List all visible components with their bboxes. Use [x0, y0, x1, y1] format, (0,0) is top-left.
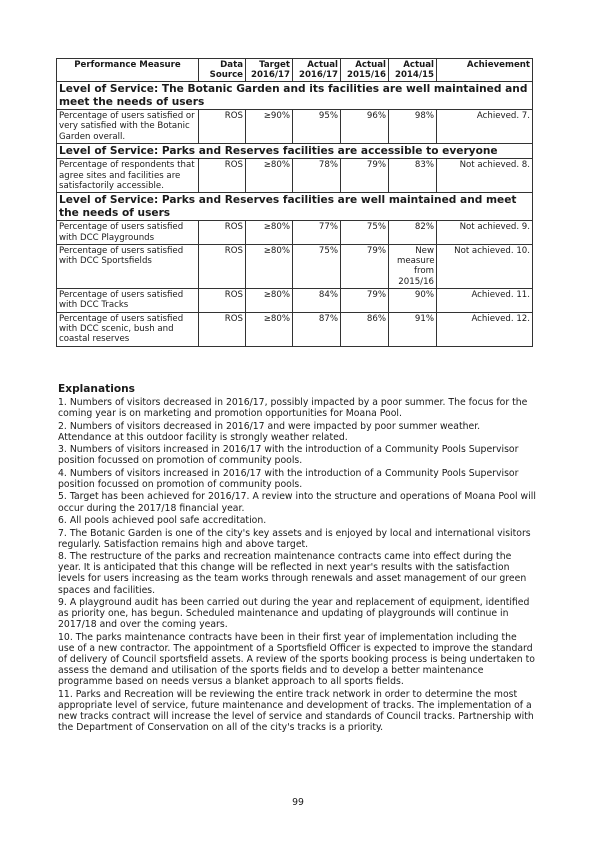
cell-actual-2014: 91% — [389, 312, 437, 346]
cell-actual-2015: 86% — [341, 312, 389, 346]
cell-achievement: Achieved. 12. — [437, 312, 533, 346]
header-actual-2014-line1: Actual — [403, 60, 434, 70]
header-target — [246, 59, 293, 82]
cell-achievement: Not achieved. 8. — [437, 159, 533, 193]
cell-actual-2014: 82% — [389, 221, 437, 245]
cell-target: ≥80% — [246, 244, 293, 288]
cell-actual-2016: 78% — [293, 159, 341, 193]
cell-actual-2016: 75% — [293, 244, 341, 288]
cell-measure: Percentage of users satisfied with DCC scenic, bush and coastal reserves — [57, 312, 199, 346]
table-body — [57, 82, 533, 347]
page-number: 99 — [292, 797, 304, 808]
explanation-item: 11. Parks and Recreation will be reviewing the entire track network in order to determine the most appropriate level of service, future maintenance and development of tracks. The implementation of a new tracks contract will increase the level of service and standards of Council tracks. Partnership with the Department of Conservation on all of the city's tracks is a priority. — [58, 688, 534, 734]
section-title-accessible: Level of Service: Parks and Reserves facilities are accessible to everyone — [57, 143, 533, 159]
cell-actual-2014: New measure from 2015/16 — [389, 244, 437, 288]
cell-measure: Percentage of users satisfied with DCC Tracks — [57, 289, 199, 313]
header-target-line1: Target — [259, 60, 290, 70]
cell-actual-2016: 77% — [293, 221, 341, 245]
cell-achievement: Achieved. 7. — [437, 110, 533, 144]
table-row — [57, 159, 533, 193]
header-performance-measure: Performance Measure — [57, 59, 199, 82]
cell-achievement: Not achieved. 10. — [437, 244, 533, 288]
header-achievement: Achievement — [437, 59, 533, 82]
cell-measure: Percentage of respondents that agree sites and facilities are satisfactorily accessible. — [57, 159, 199, 193]
table-row — [57, 312, 533, 346]
table-row — [57, 221, 533, 245]
explanations-section — [58, 383, 536, 735]
cell-actual-2014: 90% — [389, 289, 437, 313]
cell-actual-2016: 84% — [293, 289, 341, 313]
cell-actual-2014: 98% — [389, 110, 437, 144]
cell-source: ROS — [199, 312, 246, 346]
explanations-title: Explanations — [58, 383, 135, 395]
header-actual-2015-line1: Actual — [355, 60, 386, 70]
explanation-item: 2. Numbers of visitors decreased in 2016/17 and were impacted by poor summer weather. Attendance at this outdoor facility is strongly weather related. — [58, 420, 481, 443]
cell-target: ≥80% — [246, 289, 293, 313]
header-actual-2016-line2: 2016/17 — [298, 70, 338, 80]
section-row — [57, 193, 533, 221]
section-title-botanic-garden: Level of Service: The Botanic Garden and its facilities are well maintained and meet the needs of users — [57, 82, 533, 110]
header-actual-2016-line1: Actual — [307, 60, 338, 70]
cell-source: ROS — [199, 110, 246, 144]
explanation-item: 6. All pools achieved pool safe accreditation. — [58, 515, 267, 527]
cell-source: ROS — [199, 221, 246, 245]
cell-measure: Percentage of users satisfied with DCC Playgrounds — [57, 221, 199, 245]
table-row — [57, 110, 533, 144]
cell-actual-2015: 96% — [341, 110, 389, 144]
cell-target: ≥90% — [246, 110, 293, 144]
cell-actual-2016: 95% — [293, 110, 341, 144]
header-actual-2014 — [389, 59, 437, 82]
cell-actual-2015: 79% — [341, 244, 389, 288]
cell-source: ROS — [199, 244, 246, 288]
cell-target: ≥80% — [246, 159, 293, 193]
header-actual-2015 — [341, 59, 389, 82]
header-actual-2016 — [293, 59, 341, 82]
cell-target: ≥80% — [246, 312, 293, 346]
cell-achievement: Achieved. 11. — [437, 289, 533, 313]
cell-actual-2015: 75% — [341, 221, 389, 245]
cell-measure: Percentage of users satisfied with DCC Sportsfields — [57, 244, 199, 288]
header-data-source-line1: Data — [220, 60, 243, 70]
cell-measure: Percentage of users satisfied or very satisfied with the Botanic Garden overall. — [57, 110, 199, 144]
cell-actual-2015: 79% — [341, 289, 389, 313]
explanation-item: 10. The parks maintenance contracts have been in their first year of implementation including the use of a new contractor. The appointment of a Sportsfield Officer is expected to improve the standard of delivery of Council sportsfield assets. A review of the sports booking process is being undertaken to assess the demand and utilisation of the sports fields and to develop a better maintenance programme based on needs versus a blanket approach to all sports fields. — [58, 631, 535, 688]
table-header — [57, 59, 533, 82]
cell-achievement: Not achieved. 9. — [437, 221, 533, 245]
cell-source: ROS — [199, 159, 246, 193]
header-target-line2: 2016/17 — [250, 70, 290, 80]
header-data-source — [199, 59, 246, 82]
explanation-item: 4. Numbers of visitors increased in 2016/17 with the introduction of a Community Pools Supervisor position focussed on promotion of community pools. — [58, 467, 519, 490]
cell-actual-2015: 79% — [341, 159, 389, 193]
table-row — [57, 244, 533, 288]
performance-table — [56, 58, 533, 347]
explanation-item: 7. The Botanic Garden is one of the city's key assets and is enjoyed by local and international visitors regularly. Satisfaction remains high and above target. — [58, 527, 531, 550]
table-row — [57, 289, 533, 313]
table-header-row — [57, 59, 533, 82]
section-row — [57, 82, 533, 110]
cell-source: ROS — [199, 289, 246, 313]
cell-actual-2016: 87% — [293, 312, 341, 346]
section-row — [57, 143, 533, 159]
explanation-item: 5. Target has been achieved for 2016/17. A review into the structure and operations of Moana Pool will occur during the 2017/18 financial year. — [58, 491, 536, 514]
explanation-item: 1. Numbers of visitors decreased in 2016/17, possibly impacted by a poor summer. The focus for the coming year is on marketing and promotion opportunities for Moana Pool. — [58, 397, 528, 420]
header-actual-2015-line2: 2015/16 — [346, 70, 386, 80]
explanation-item: 8. The restructure of the parks and recreation maintenance contracts came into effect during the year. It is anticipated that this change will be reflected in next year's results with the satisfaction levels for users increasing as the team works through renewals and asset management of our green spaces and facilities. — [58, 551, 527, 596]
header-data-source-line2: Source — [209, 70, 243, 80]
explanation-item: 3. Numbers of visitors increased in 2016/17 with the introduction of a Community Pools Supervisor position focussed on promotion of community pools. — [58, 444, 519, 467]
header-actual-2014-line2: 2014/15 — [394, 70, 434, 80]
cell-target: ≥80% — [246, 221, 293, 245]
cell-actual-2014: 83% — [389, 159, 437, 193]
explanation-item: 9. A playground audit has been carried out during the year and replacement of equipment, identified as priority one, has begun. Scheduled maintenance and updating of playgrounds will continue in 2017/18 and over the coming years. — [58, 597, 530, 631]
section-title-maintained: Level of Service: Parks and Reserves facilities are well maintained and meet the needs of users — [57, 193, 533, 221]
